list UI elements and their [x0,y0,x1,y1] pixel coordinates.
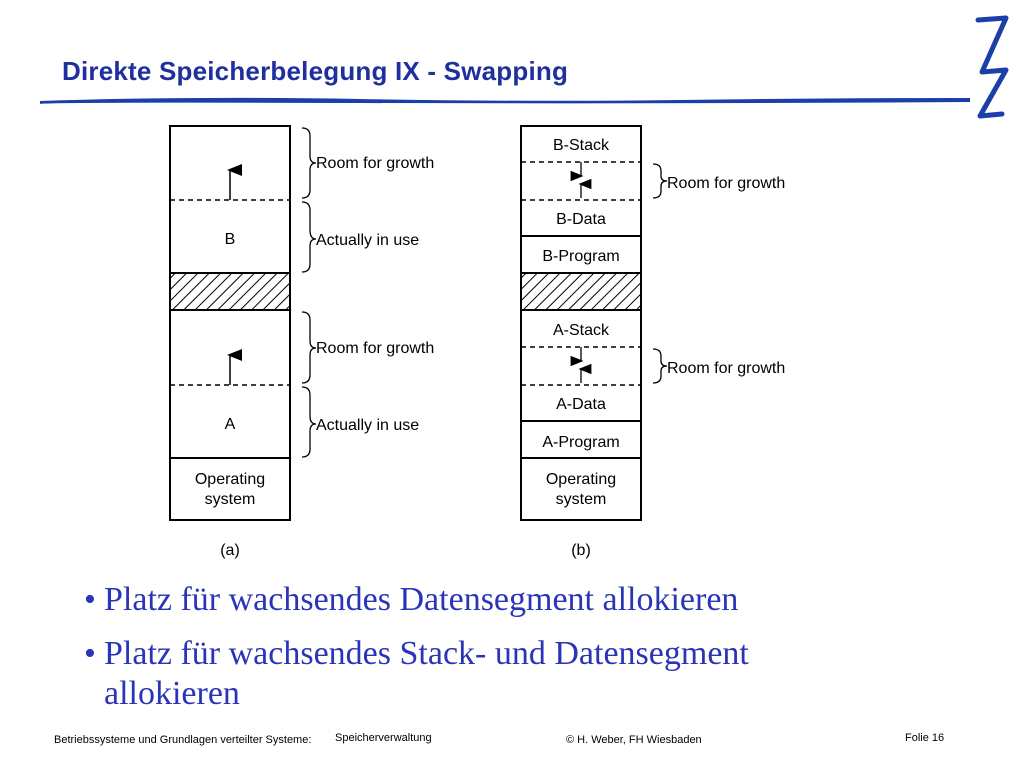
slide-title: Direkte Speicherbelegung IX - Swapping [62,56,569,86]
bullet-dot: • [84,581,96,618]
title-underline-rule [40,92,970,108]
bullet-dot: • [84,635,96,672]
diagram-a-label-use2: Actually in use [316,417,420,434]
diagram-a-block-a: A [224,416,236,433]
diagram-b-os-line1: Operating [545,471,617,488]
diagram-b-block-a-program: A-Program [542,434,620,451]
bullet-text: Platz für wachsendes Datensegment allokieren [104,581,739,618]
memory-layout-diagram [160,118,860,568]
bullet-item [84,634,984,714]
diagram-b-brace-room1 [653,164,667,198]
diagram-b-block-b-data: B-Data [556,211,606,228]
diagram-a-os-line1: Operating [194,471,266,488]
diagram-b-block-a-data: A-Data [556,396,606,413]
diagram-a-os-line2: system [204,491,256,508]
diagram-b-caption: (b) [571,542,591,559]
bullet-item [84,580,984,620]
bullet-text-line1: Platz für wachsendes Stack- und Datensegment [104,635,749,672]
diagram-b-label-room1: Room for growth [667,175,786,192]
diagram-b-hatched-gap [521,273,641,310]
footer-topic: Speicherverwaltung [335,732,432,744]
diagram-a-brace-room1 [302,128,316,198]
bullet-list [84,580,984,728]
diagram-a-brace-use2 [302,387,316,457]
logo-z-icon [972,12,1012,122]
diagram-b-brace-room2 [653,349,667,383]
footer-author: © H. Weber, FH Wiesbaden [566,734,702,746]
diagram-a-brace-use1 [302,202,316,272]
diagram-b [521,126,785,559]
diagram-b-block-b-program: B-Program [542,248,620,265]
diagram-a-label-use1: Actually in use [316,232,420,249]
diagram-a [170,126,434,559]
diagram-a-label-room2: Room for growth [316,340,435,357]
diagram-a-brace-room2 [302,312,316,383]
footer-course: Betriebssysteme und Grundlagen verteilter Systeme: [54,734,312,746]
diagram-b-block-b-stack: B-Stack [552,137,610,154]
diagram-a-caption: (a) [220,542,240,559]
diagram-a-label-room1: Room for growth [316,155,435,172]
bullet-text-line2: allokieren [104,675,240,712]
footer-slide-number: Folie 16 [905,732,945,744]
diagram-b-label-room2: Room for growth [667,360,786,377]
diagram-a-block-b: B [224,231,236,248]
diagram-b-os-line2: system [555,491,607,508]
diagram-a-hatched-gap [170,273,290,310]
diagram-b-block-a-stack: A-Stack [552,322,610,339]
